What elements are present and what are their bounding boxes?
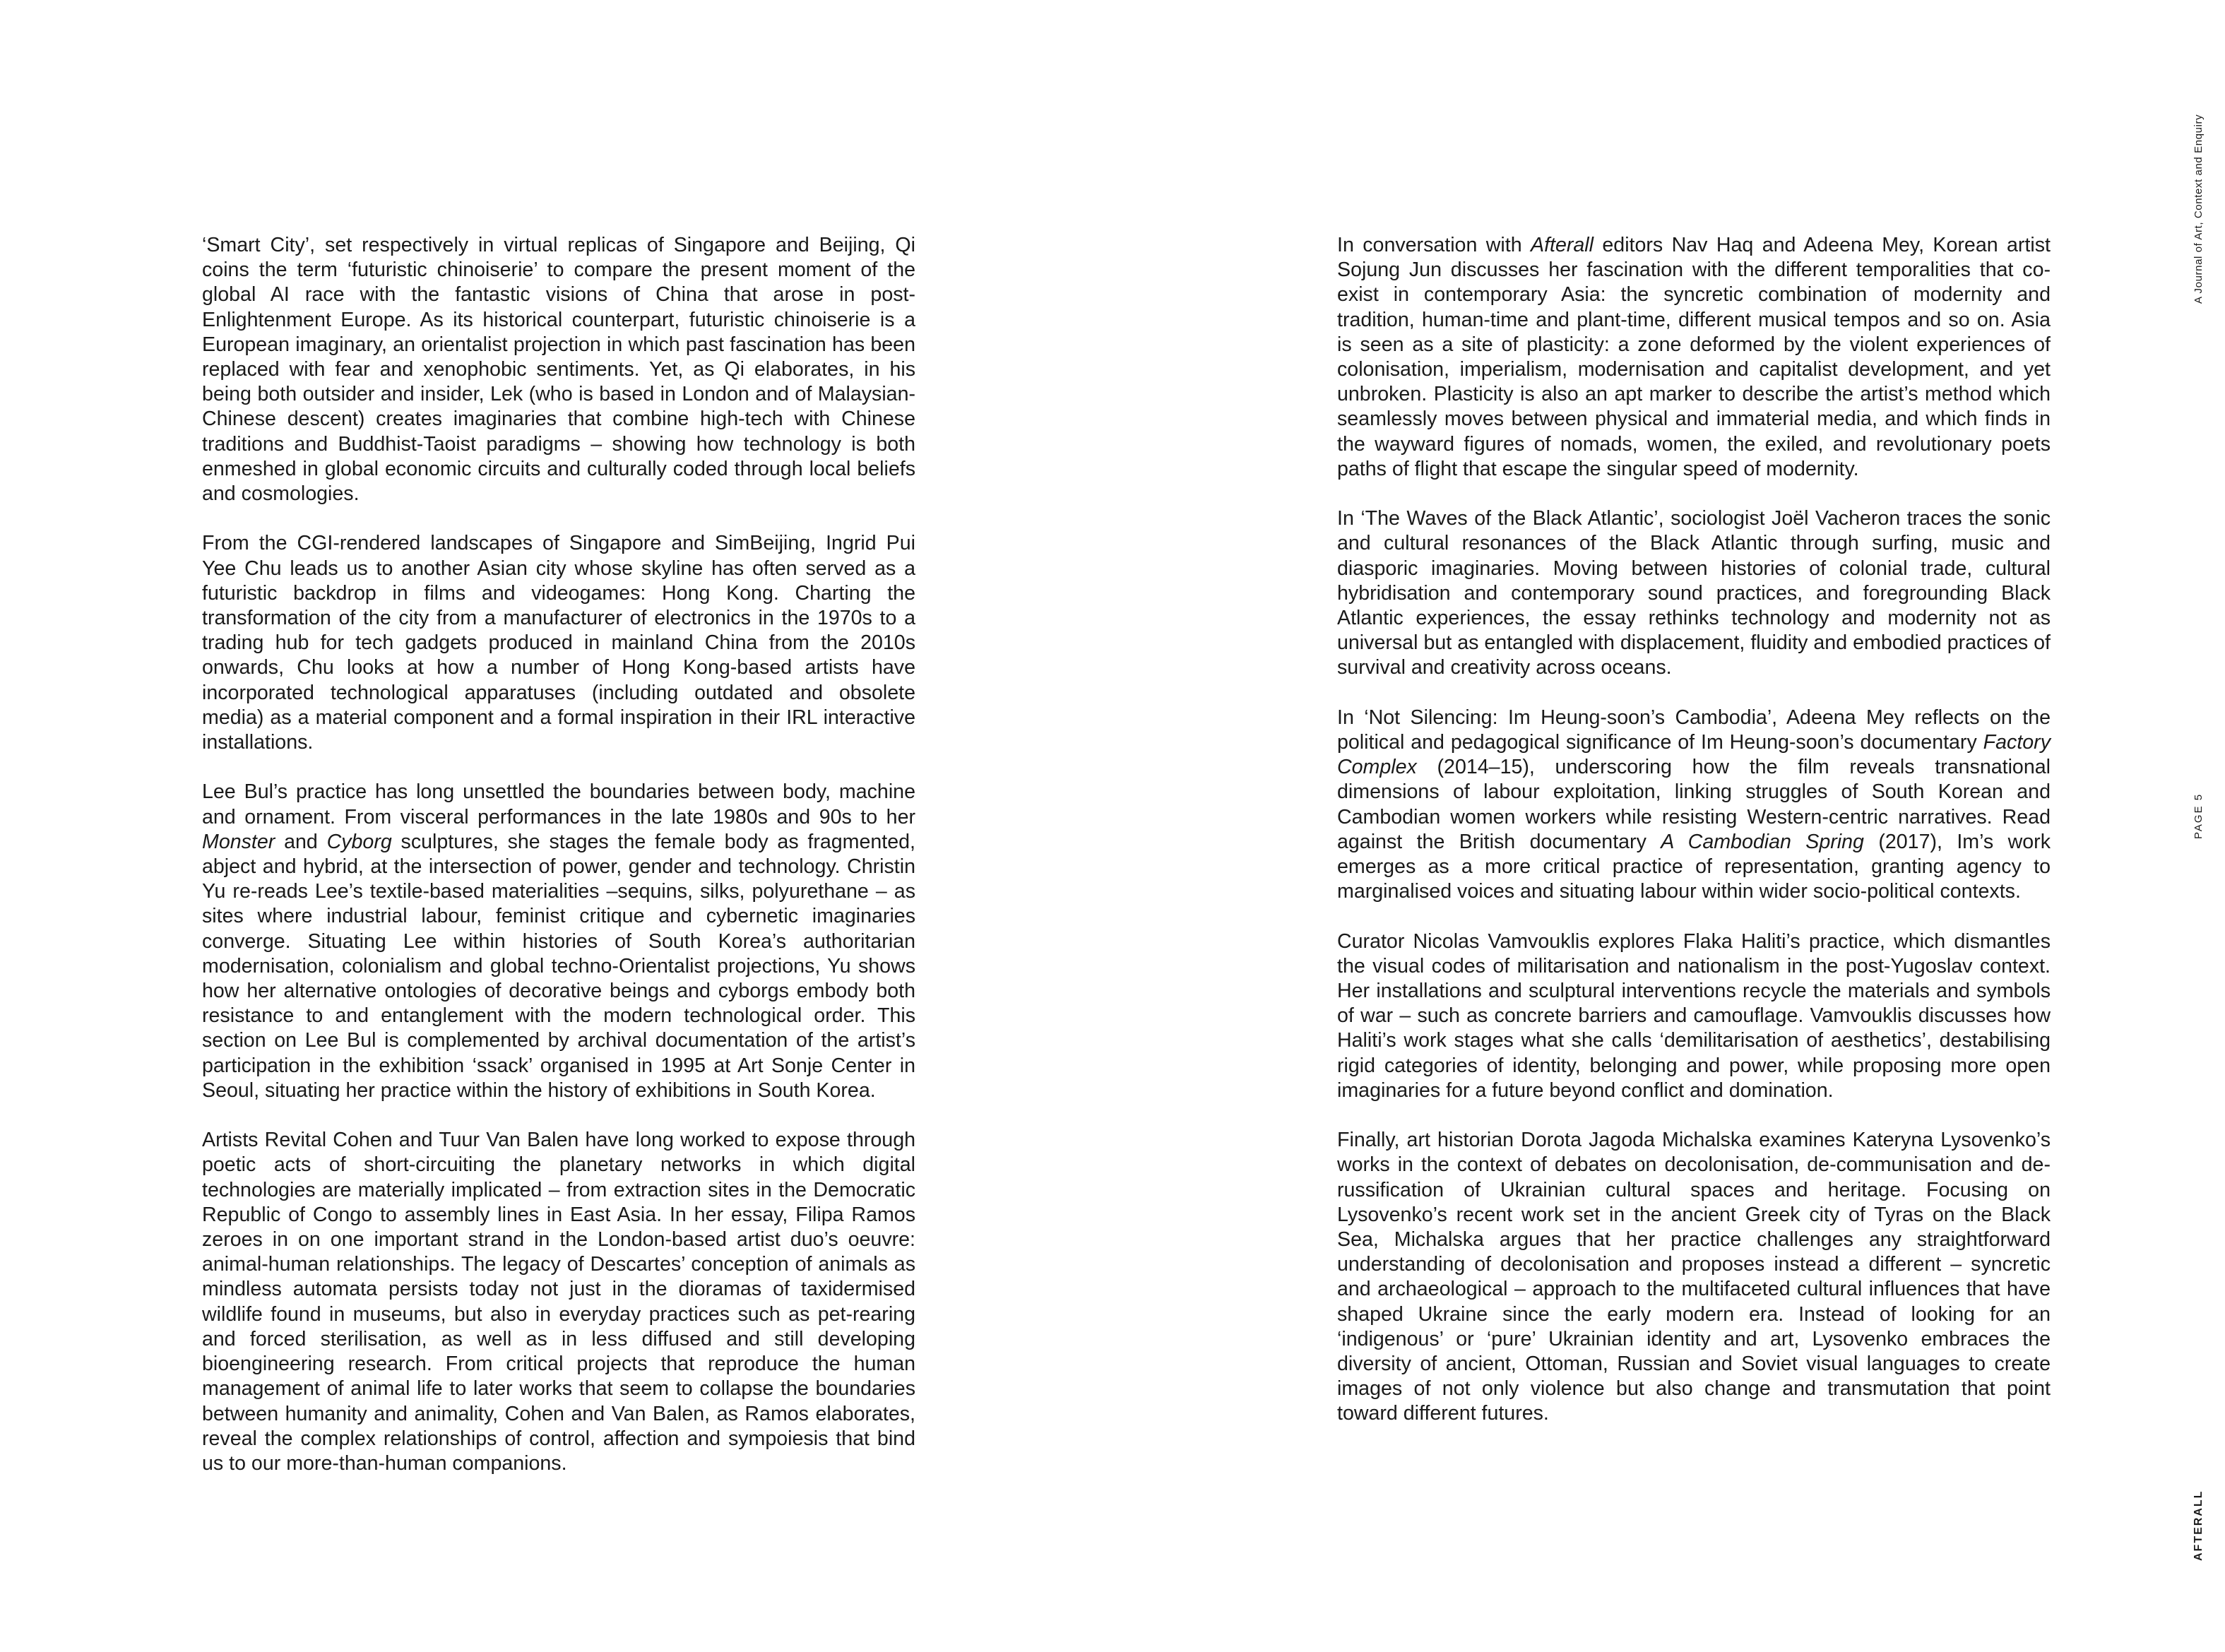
text-run: (2017), Im’s work emerges as a more critical practice of representation, granting agency to marginalised voices and situating labour within wider socio-political contexts. — [1337, 830, 2051, 903]
paragraph-futuristic-chinoiserie: ‘Smart City’, set respectively in virtual replicas of Singapore and Beijing, Qi coins the term ‘futuristic chinoiserie’ to compare the present moment of the global AI race with the fantastic visions of China that arose in post-Enlightenment Europe. As its historical counterpart, futuristic chinoiserie is a European imaginary, an orientalist projection in which past fascination has been replaced with fear and xenophobic sentiments. Yet, as Qi elaborates, in his being both outsider and insider, Lek (who is based in London and of Malaysian-Chinese descent) creates imaginaries that combine high-tech with Chinese traditions and Buddhist-Taoist paradigms – showing how technology is both enmeshed in global economic circuits and culturally coded through local beliefs and cosmologies. — [202, 234, 915, 506]
italic-title-cambodian-spring: A Cambodian Spring — [1661, 830, 1864, 853]
paragraph-black-atlantic: In ‘The Waves of the Black Atlantic’, sociologist Joël Vacheron traces the sonic and cultural resonances of the Black Atlantic through surfing, music and diasporic imaginaries. Moving between histories of colonial trade, cultural hybridisation and contemporary sound practices, and foregrounding Black Atlantic experiences, the essay rethinks technology and modernity not as universal but as entangled with displacement, fluidity and embodied practices of survival and creativity across oceans. — [1337, 507, 2051, 679]
text-run: sculptures, she stages the female body as fragmented, abject and hybrid, at the intersection of power, gender and technology. Christin Yu re-reads Lee’s textile-based materialities –sequins, silks, polyurethane – as sites where industrial labour, feminist critique and cybernetic imaginaries converge. Situating Lee within histories of South Korea’s authoritarian modernisation, colonialism and global techno-Orientalist projections, Yu shows how her alternative ontologies of decorative beings and cyborgs embody both resistance to and entanglement with the modern technological order. This section on Lee Bul is complemented by archival documentation of the artist’s participation in the exhibition ‘ssack’ organised in 1995 at Art Sonje Center in Seoul, situating her practice within the history of exhibitions in South Korea. — [202, 830, 915, 1102]
text-run: In conversation with — [1337, 234, 1531, 256]
paragraph-sojung-jun — [1337, 233, 2051, 482]
paragraph-lysovenko: Finally, art historian Dorota Jagoda Michalska examines Kateryna Lysovenko’s works in the context of debates on decolonisation, de-communisation and de-russification of Ukrainian cultural spaces and heritage. Focusing on Lysovenko’s recent work set in the ancient Greek city of Tyras on the Black Sea, Michalska argues that her practice challenges any straightforward understanding of decolonisation and proposes instead a different – syncretic and archaeological – approach to the multifaceted cultural influences that have shaped Ukraine since the early modern era. Instead of looking for an ‘indigenous’ or ‘pure’ Ukrainian identity and art, Lysovenko embraces the diversity of ancient, Ottoman, Russian and Soviet visual languages to create images of not only violence but also change and transmutation that point toward different futures. — [1337, 1129, 2051, 1425]
paragraph-im-heung-soon — [1337, 706, 2051, 905]
page-number-text: PAGE 5 — [2193, 792, 2205, 839]
paragraph-lee-bul — [202, 780, 915, 1103]
brand-logo-text: AFTERALL — [2193, 1490, 2205, 1561]
text-run: and — [275, 830, 327, 853]
right-text-column — [1337, 233, 2051, 1427]
left-text-column — [202, 233, 915, 1476]
paragraph-cohen-van-balen: Artists Revital Cohen and Tuur Van Balen have long worked to expose through poetic acts of short-circuiting the planetary networks in which digital technologies are materially implicated – from extraction sites in the Democratic Republic of Congo to assembly lines in East Asia. In her essay, Filipa Ramos zeroes in on one important strand in the London-based artist duo’s oeuvre: animal-human relationships. The legacy of Descartes’ conception of animals as mindless automata persists today not just in the dioramas of taxidermised wildlife found in museums, but also in everyday practices such as pet-rearing and forced sterilisation, as well as in less diffused and still developing bioengineering research. From critical projects that reproduce the human management of animal life to later works that seem to collapse the boundaries between humanity and animality, Cohen and Van Balen, as Ramos elaborates, reveal the complex relationships of control, affection and sympoiesis that bind us to our more-than-human companions. — [202, 1129, 915, 1475]
paragraph-hong-kong: From the CGI-rendered landscapes of Singapore and SimBeijing, Ingrid Pui Yee Chu leads us to another Asian city whose skyline has often served as a futuristic backdrop in films and videogames: Hong Kong. Charting the transformation of the city from a manufacturer of electronics in the 1970s to a trading hub for tech gadgets produced in mainland China from the 2010s onwards, Chu looks at how a number of Hong Kong-based artists have incorporated technological apparatuses (including outdated and obsolete media) as a material component and a formal inspiration in their IRL interactive installations. — [202, 532, 915, 754]
text-run: (2014–15), underscoring how the film reveals transnational dimensions of labour exploitation, linking struggles of South Korean and Cambodian women workers while resisting Western-centric narratives. Read against the British documentary — [1337, 756, 2051, 853]
journal-subtitle-text: A Journal of Art, Context and Enquiry — [2193, 114, 2205, 304]
italic-title-monster: Monster — [202, 830, 275, 853]
paragraph-flaka-haliti: Curator Nicolas Vamvouklis explores Flaka Haliti’s practice, which dismantles the visual codes of militarisation and nationalism in the post-Yugoslav context. Her installations and sculptural interventions recycle the materials and symbols of war – such as concrete barriers and camouflage. Vamvouklis discusses how Haliti’s work stages what she calls ‘demilitarisation of aesthetics’, destabilising rigid categories of identity, belonging and power, while proposing more open imaginaries for a future beyond conflict and domination. — [1337, 929, 2051, 1102]
text-run: Lee Bul’s practice has long unsettled the boundaries between body, machine and ornament. From visceral performances in the late 1980s and 90s to her — [202, 780, 915, 828]
italic-title-cyborg: Cyborg — [326, 830, 392, 853]
italic-title-afterall: Afterall — [1531, 234, 1594, 256]
text-run: editors Nav Haq and Adeena Mey, Korean artist Sojung Jun discusses her fascination with the different temporalities that co-exist in contemporary Asia: the syncretic combination of modernity and tradition, human-time and plant-time, different musical tempos and so on. Asia is seen as a site of plasticity: a zone deformed by the violent experiences of colonisation, imperialism, modernisation and capitalist development, and yet unbroken. Plasticity is also an apt marker to describe the artist’s method which seamlessly moves between physical and immaterial media, and which finds in the wayward figures of nomads, women, the exiled, and revolutionary poets paths of flight that escape the singular speed of modernity. — [1337, 234, 2051, 480]
text-run: In ‘Not Silencing: Im Heung-soon’s Cambodia’, Adeena Mey reflects on the political and pedagogical significance of Im Heung-soon’s documentary — [1337, 706, 2051, 754]
italic-title-factory-complex: Factory Complex — [1337, 731, 2051, 779]
